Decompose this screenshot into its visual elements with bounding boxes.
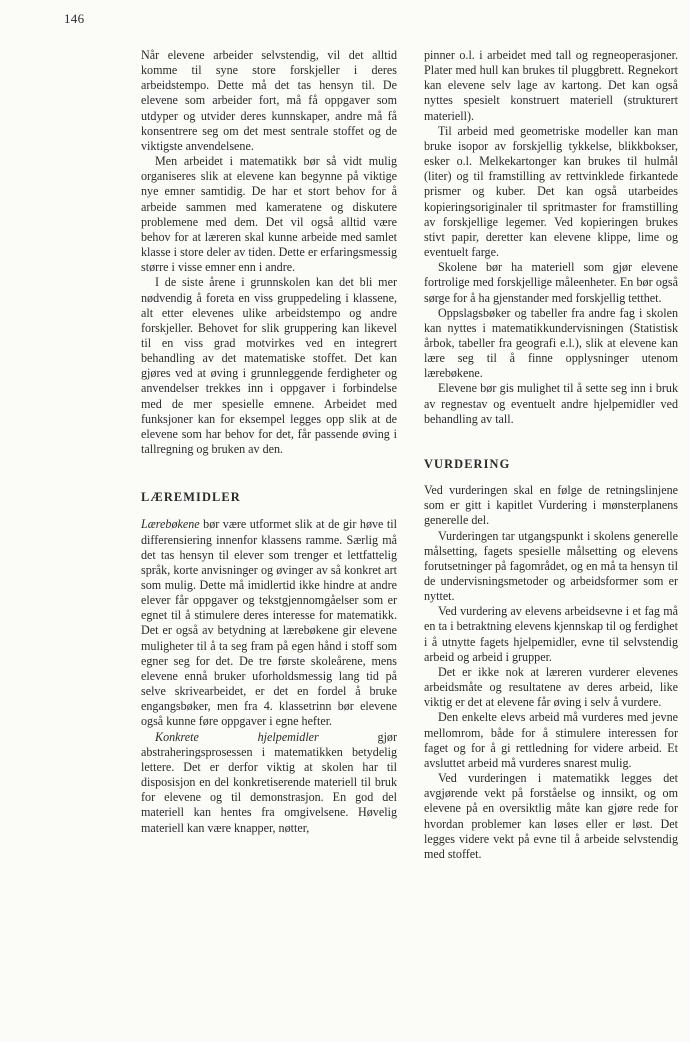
paragraph: I de siste årene i grunnskolen kan det bli mer nødvendig å foreta en viss gruppedeling i klassene, alt etter elevenes ulike arbeidstempo og andre forskjeller. Behovet for slik gruppering kan likevel til en viss grad motvirkes ved en integrert behandling av det matematiske stoffet. Det kan gjøres ved at øving i grunnleggende ferdigheter og anvendelser trekkes inn i oppgaver i forbindelse med de mer spesielle emnene. Arbeidet med funksjoner kan for eksempel legges opp slik at de elevene som har behov for det, får passende øving i tallregning og bruken av den. [141,275,397,457]
paragraph: Elevene bør gis mulighet til å sette seg inn i bruk av regnestav og eventuelt andre hjelpemidler ved behandling av tall. [424,381,678,426]
paragraph: Ved vurderingen i matematikk legges det avgjørende vekt på forståelse og innsikt, og om elevene på en oversiktlig måte kan gjøre rede for hvordan problemer kan løses eller er løst. Det legges videre vekt på evne til å arbeide selvstendig med stoffet. [424,771,678,861]
paragraph: Ved vurdering av elevens arbeidsevne i et fag må en ta i betraktning elevens kjennskap til og ferdighet i å utnytte fagets hjelpemidler, evne til selvstendig arbeid og arbeid i grupper. [424,604,678,664]
paragraph-hjelpemidler [141,730,397,836]
italic-term: Lærebøkene [141,517,200,532]
section-heading-vurdering: VURDERING [424,456,511,471]
paragraph-text: bør være utformet slik at de gir høve til differensiering innenfor klassens ramme. Særlig må det tas hensyn til elever som trenger et lettfattelig språk, korte anvisninger og øvinger av så konkret art som mulig. Dette må imidlertid ikke hindre at andre elever får oppgaver og tekstgjennomgåelser som er egnet til å stimulere deres interesse for matematikk. Det er også av betydning at lærebøkene gir elevene muligheter til å ta seg fram på egen hånd i stoff som egner seg for det. De tre første skoleårene, mens elevene ennå bruker uforholdsmessig lang tid på selve skrivearbeidet, er det en fordel å bruke engangsbøker, men fra 4. klassetrinn bør elevene også kunne føre oppgaver i egne hefter. [141,517,397,729]
section-heading-laeremidler: LÆREMIDLER [141,490,241,505]
paragraph: Oppslagsbøker og tabeller fra andre fag i skolen kan nyttes i matematikkundervisningen (Statistisk årbok, tabeller fra geografi e.l.), slik at elevene kan lære seg til å finne opplysninger utenom lærebøkene. [424,305,678,381]
paragraph: pinner o.l. i arbeidet med tall og regneoperasjoner. Plater med hull kan brukes til pluggbrett. Regnekort kan elevene selv lage av kartong. Det kan også nyttes spesielt konstruert materiell (strukturert materiell). [424,48,678,123]
italic-term: Konkrete hjelpemidler [155,729,319,744]
paragraph: Det er ikke nok at læreren vurderer elevenes arbeidsmåte og resultatene av deres arbeid, like viktig er det at elevene får øving i selv å vurdere. [424,664,678,710]
paragraph: Den enkelte elevs arbeid må vurderes med jevne mellomrom, både for å stimulere interessen for faget og for å gi rettledning for videre arbeid. Et avsluttet arbeid må vurderes snarest mulig. [424,710,678,770]
page-number: 146 [64,11,85,26]
paragraph: Til arbeid med geometriske modeller kan man bruke isopor av forskjellig tykkelse, blikkbokser, esker o.l. Melkekartonger kan brukes til hulmål (liter) og til framstilling av rettvinklede firkantede prismer og kuber. Det kan også utarbeides kopieringsoriginaler til spritmaster for framstilling av forskjellige legemer. Ved kopieringen brukes stivt papir, deretter kan elevene klippe, lime og eventuelt farge. [424,123,678,260]
paragraph: Skolene bør ha materiell som gjør elevene fortrolige med forskjellige måleenheter. En bør også sørge for å ha gjenstander med forskjellig tetthet. [424,260,678,305]
paragraph: Vurderingen tar utgangspunkt i skolens generelle målsetting, fagets spesielle målsetting og elevens forutsetninger på fagområdet, og en må ta hensyn til de undervisningsmetoder og arbeidsformer som er nyttet. [424,528,678,604]
paragraph-laerebokene [141,517,397,729]
paragraph-text: gjør abstraheringsprosessen i matematikken betydelig lettere. Det er derfor viktig at skolen har til disposisjon en del konkretiserende materiell til bruk for elevene og til demonstrasjon. En god del materiell kan hentes fra omgivelsene. Høvelig materiell kan være knapper, nøtter, [141,729,397,835]
right-column [424,48,678,862]
paragraph: Ved vurderingen skal en følge de retningslinjene som er gitt i kapitlet Vurdering i mønsterplanens generelle del. [424,483,678,528]
left-column [141,48,397,836]
paragraph: Men arbeidet i matematikk bør så vidt mulig organiseres slik at elevene kan begynne på viktige nye emner samtidig. De har et stort behov for å arbeide sammen med kameratene og diskutere problemene med dem. Det vil også alltid være behov for at læreren skal kunne arbeide med samlet klasse i store deler av tiden. Dette er erfaringsmessig større i visse emner enn i andre. [141,154,397,275]
paragraph: Når elevene arbeider selvstendig, vil det alltid komme til syne store forskjeller i deres arbeidstempo. Dette må det tas hensyn til. De elevene som arbeider fort, må få oppgaver som utdyper og utvider deres kunnskaper, andre må få konsentrere seg om det mest sentrale stoffet og de viktigste anvendelsene. [141,48,397,153]
